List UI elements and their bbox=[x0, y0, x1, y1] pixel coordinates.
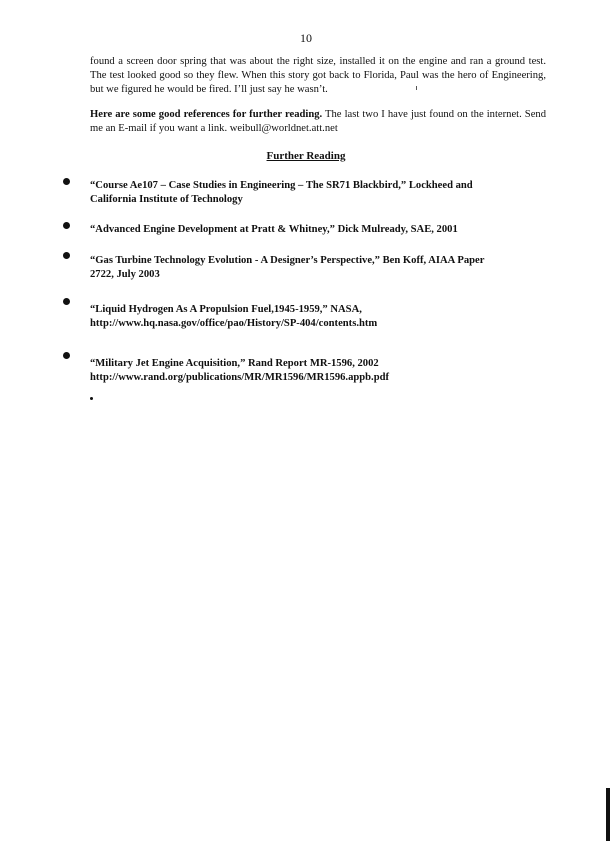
reference-line: “Liquid Hydrogen As A Propulsion Fuel,1945-1959,” NASA, bbox=[90, 304, 362, 315]
reference-line: http://www.rand.org/publications/MR/MR1596/MR1596.appb.pdf bbox=[90, 372, 390, 383]
bullet-icon bbox=[63, 352, 70, 359]
body-paragraph-2 bbox=[90, 108, 546, 136]
reference-item bbox=[90, 223, 560, 237]
reference-line: California Institute of Technology bbox=[90, 194, 243, 205]
bullet-icon bbox=[63, 252, 70, 259]
stray-mark bbox=[416, 86, 417, 90]
reference-item bbox=[90, 254, 560, 282]
reference-item bbox=[90, 303, 560, 331]
reference-line: “Gas Turbine Technology Evolution - A Designer’s Perspective,” Ben Koff, AIAA Paper bbox=[90, 255, 485, 266]
further-reading-heading: Further Reading bbox=[266, 150, 346, 162]
empty-bullet-icon bbox=[90, 397, 93, 400]
paragraph-2-lead: Here are some good references for further reading. bbox=[90, 109, 323, 120]
bullet-icon bbox=[63, 222, 70, 229]
reference-item bbox=[90, 357, 560, 385]
paragraph-2-text: The last two I have just found on the internet. Send me an E-mail if you want a link. weibull@worldnet.att.net bbox=[90, 109, 546, 134]
reference-line: 2722, July 2003 bbox=[90, 269, 160, 280]
reference-item bbox=[90, 179, 560, 207]
bullet-icon bbox=[63, 178, 70, 185]
reference-line: “Advanced Engine Development at Pratt & Whitney,” Dick Mulready, SAE, 2001 bbox=[90, 224, 458, 235]
body-paragraph-1: found a screen door spring that was about the right size, installed it on the engine and ran a ground test. The test looked good so they flew. When this story got back to Florida, Paul was the hero of Engineering, but we figured he would be fired. I’ll just say he wasn’t. bbox=[90, 56, 546, 95]
reference-line: http://www.hq.nasa.gov/office/pao/History/SP-404/contents.htm bbox=[90, 318, 378, 329]
bullet-icon bbox=[63, 298, 70, 305]
reference-line: “Military Jet Engine Acquisition,” Rand Report MR-1596, 2002 bbox=[90, 358, 379, 369]
reference-line: “Course Ae107 – Case Studies in Engineering – The SR71 Blackbird,” Lockheed and bbox=[90, 180, 473, 191]
scan-edge-mark bbox=[606, 788, 610, 841]
page-number: 10 bbox=[300, 31, 312, 45]
